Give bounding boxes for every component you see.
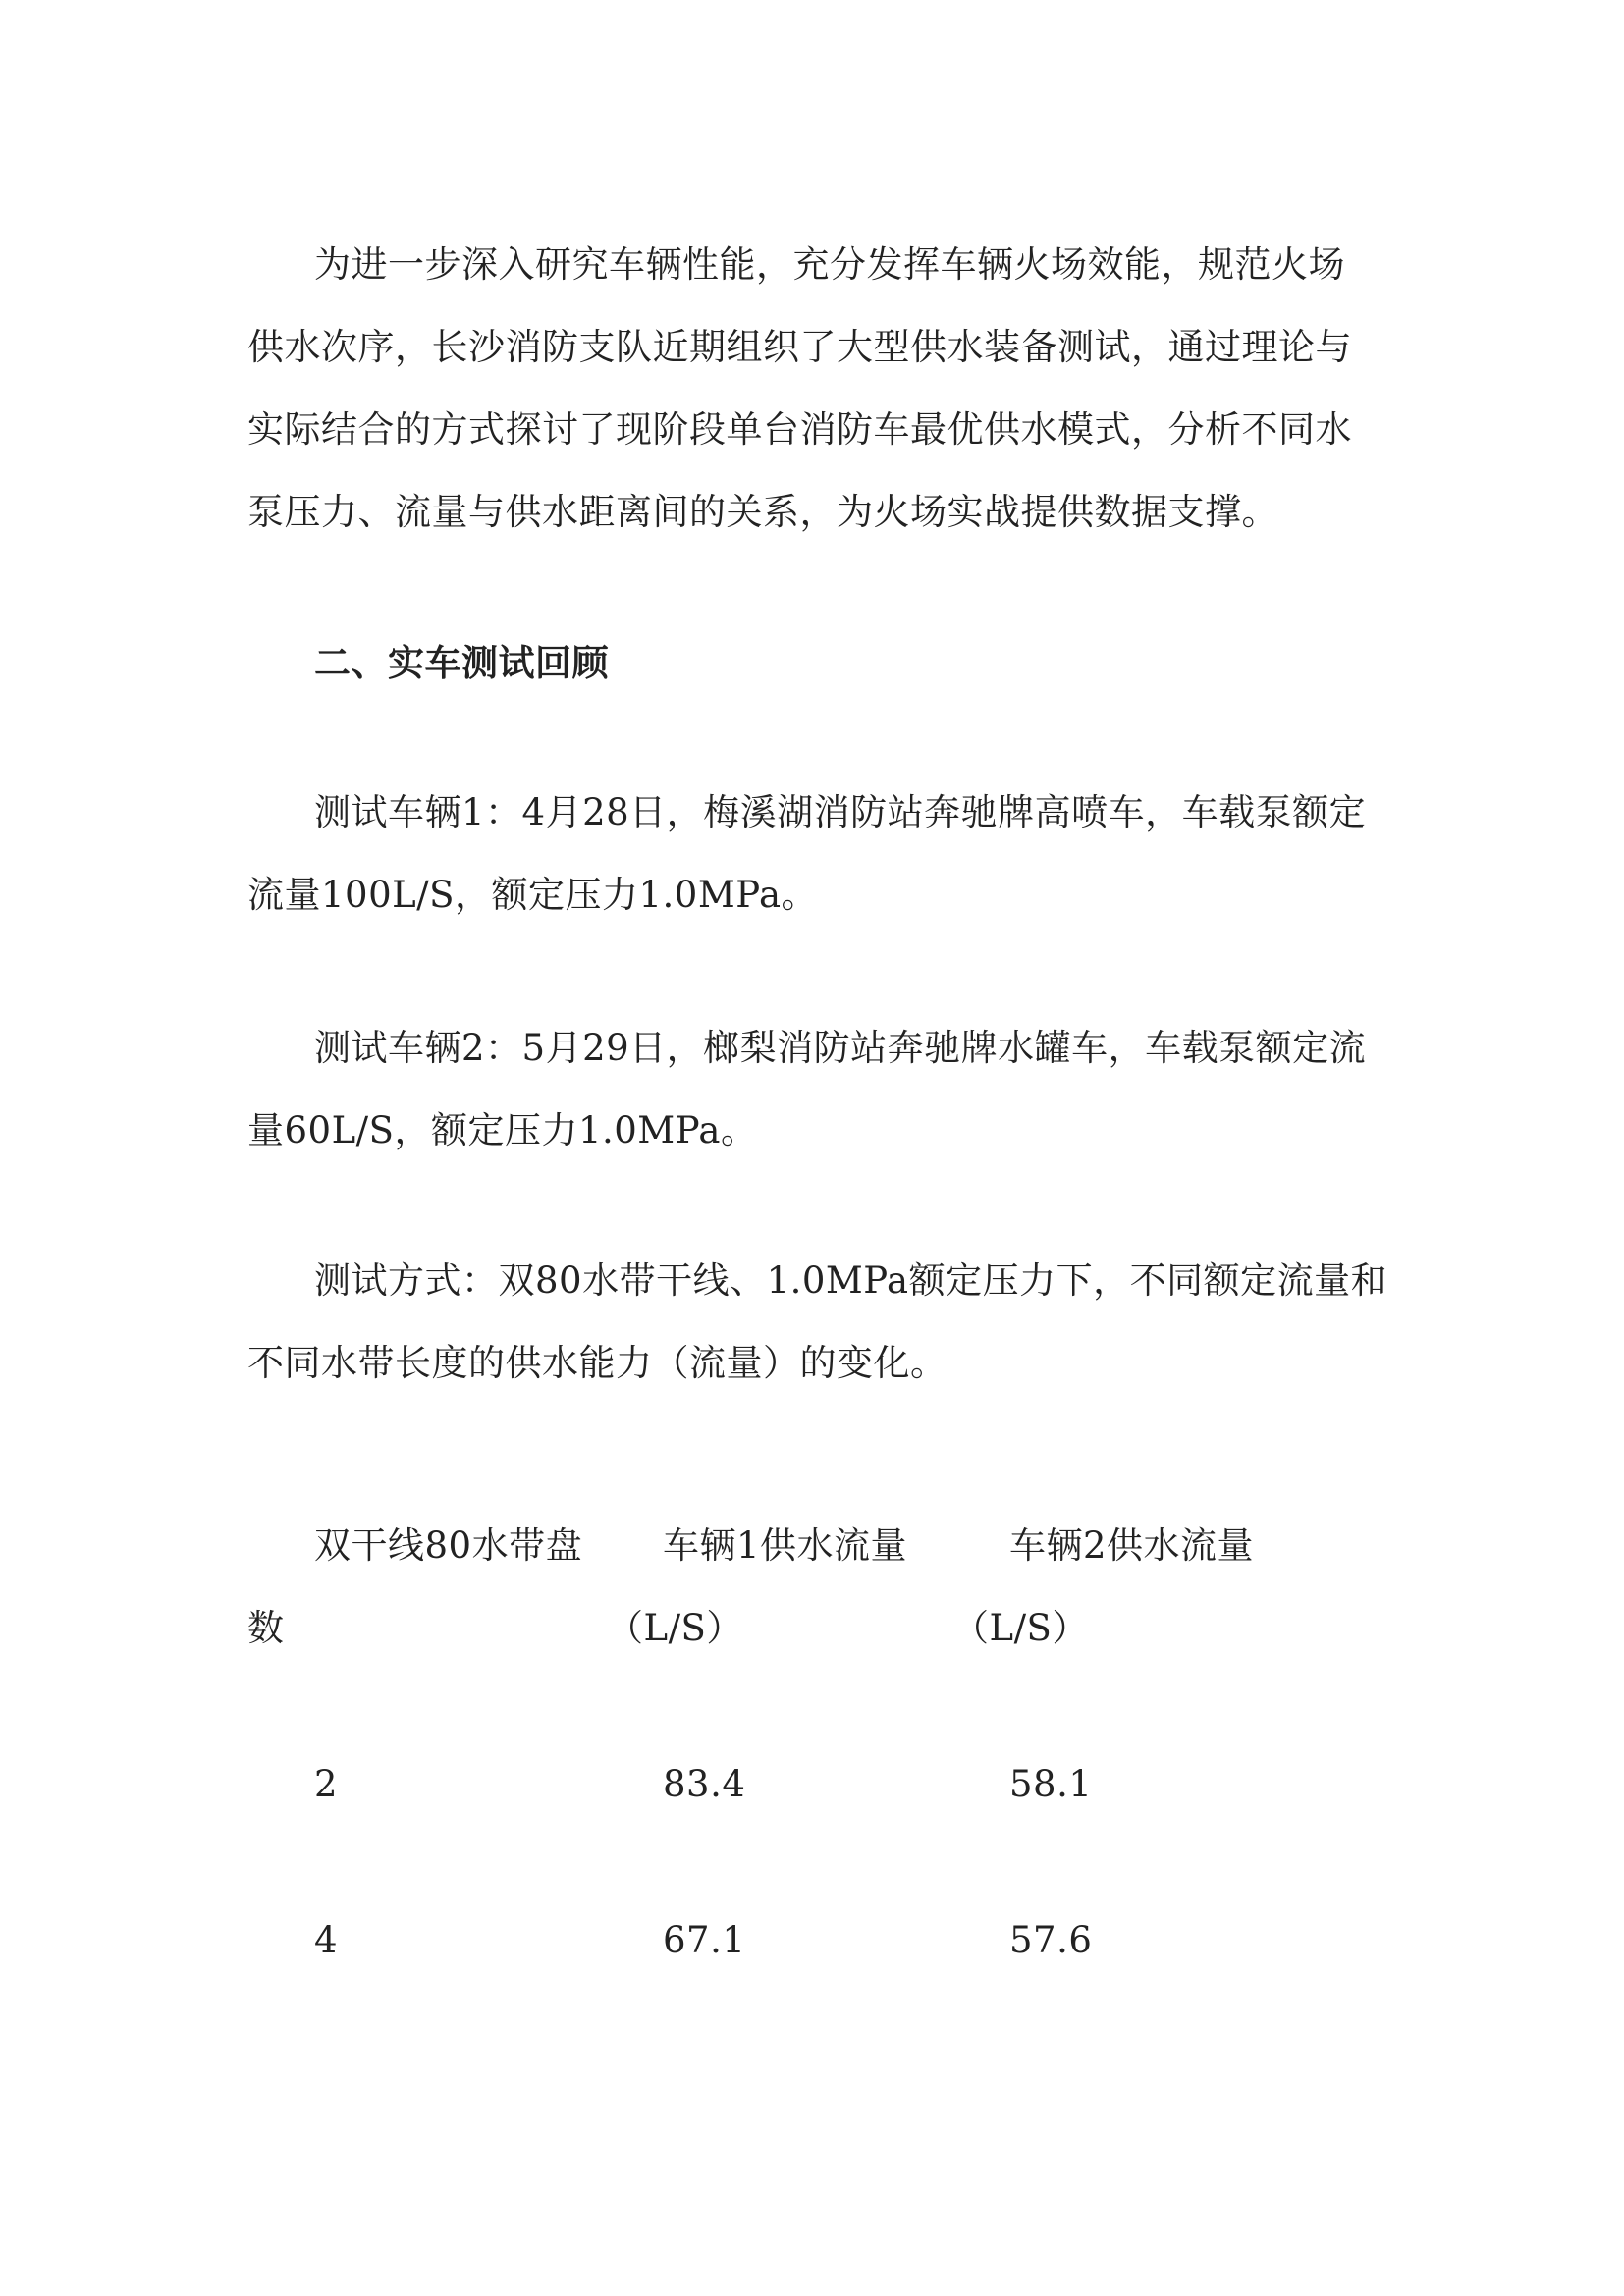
table-cell: 83.4 [663,1763,746,1805]
table-header: 数 [247,1607,285,1649]
table-header: （L/S） [952,1607,1089,1649]
text-line: 供水次序，长沙消防支队近期组织了大型供水装备测试，通过理论与 [247,326,1352,368]
table-cell: 2 [314,1763,339,1805]
text-line: 测试车辆2：5月29日，榔梨消防站奔驰牌水罐车，车载泵额定流 [314,1027,1367,1069]
text-line: 量60L/S，额定压力1.0MPa。 [247,1109,758,1151]
table-header: （L/S） [607,1607,743,1649]
text-line: 为进一步深入研究车辆性能，充分发挥车辆火场效能，规范火场 [314,243,1345,286]
text-line: 测试方式：双80水带干线、1.0MPa额定压力下，不同额定流量和 [314,1259,1388,1302]
text-line: 流量100L/S，额定压力1.0MPa。 [247,874,819,916]
table-cell: 58.1 [1009,1763,1093,1805]
text-line: 测试车辆1：4月28日，梅溪湖消防站奔驰牌高喷车，车载泵额定 [314,791,1367,833]
table-cell: 4 [314,1919,339,1961]
text-line: 不同水带长度的供水能力（流量）的变化。 [247,1342,947,1384]
table-cell: 57.6 [1009,1919,1093,1961]
table-header: 车辆2供水流量 [1009,1524,1255,1567]
section-heading: 二、实车测试回顾 [314,641,609,684]
table-header: 双干线80水带盘 [314,1524,583,1567]
table-header: 车辆1供水流量 [663,1524,908,1567]
table-cell: 67.1 [663,1919,746,1961]
text-line: 泵压力、流量与供水距离间的关系，为火场实战提供数据支撑。 [247,491,1278,533]
text-line: 实际结合的方式探讨了现阶段单台消防车最优供水模式，分析不同水 [247,408,1352,451]
